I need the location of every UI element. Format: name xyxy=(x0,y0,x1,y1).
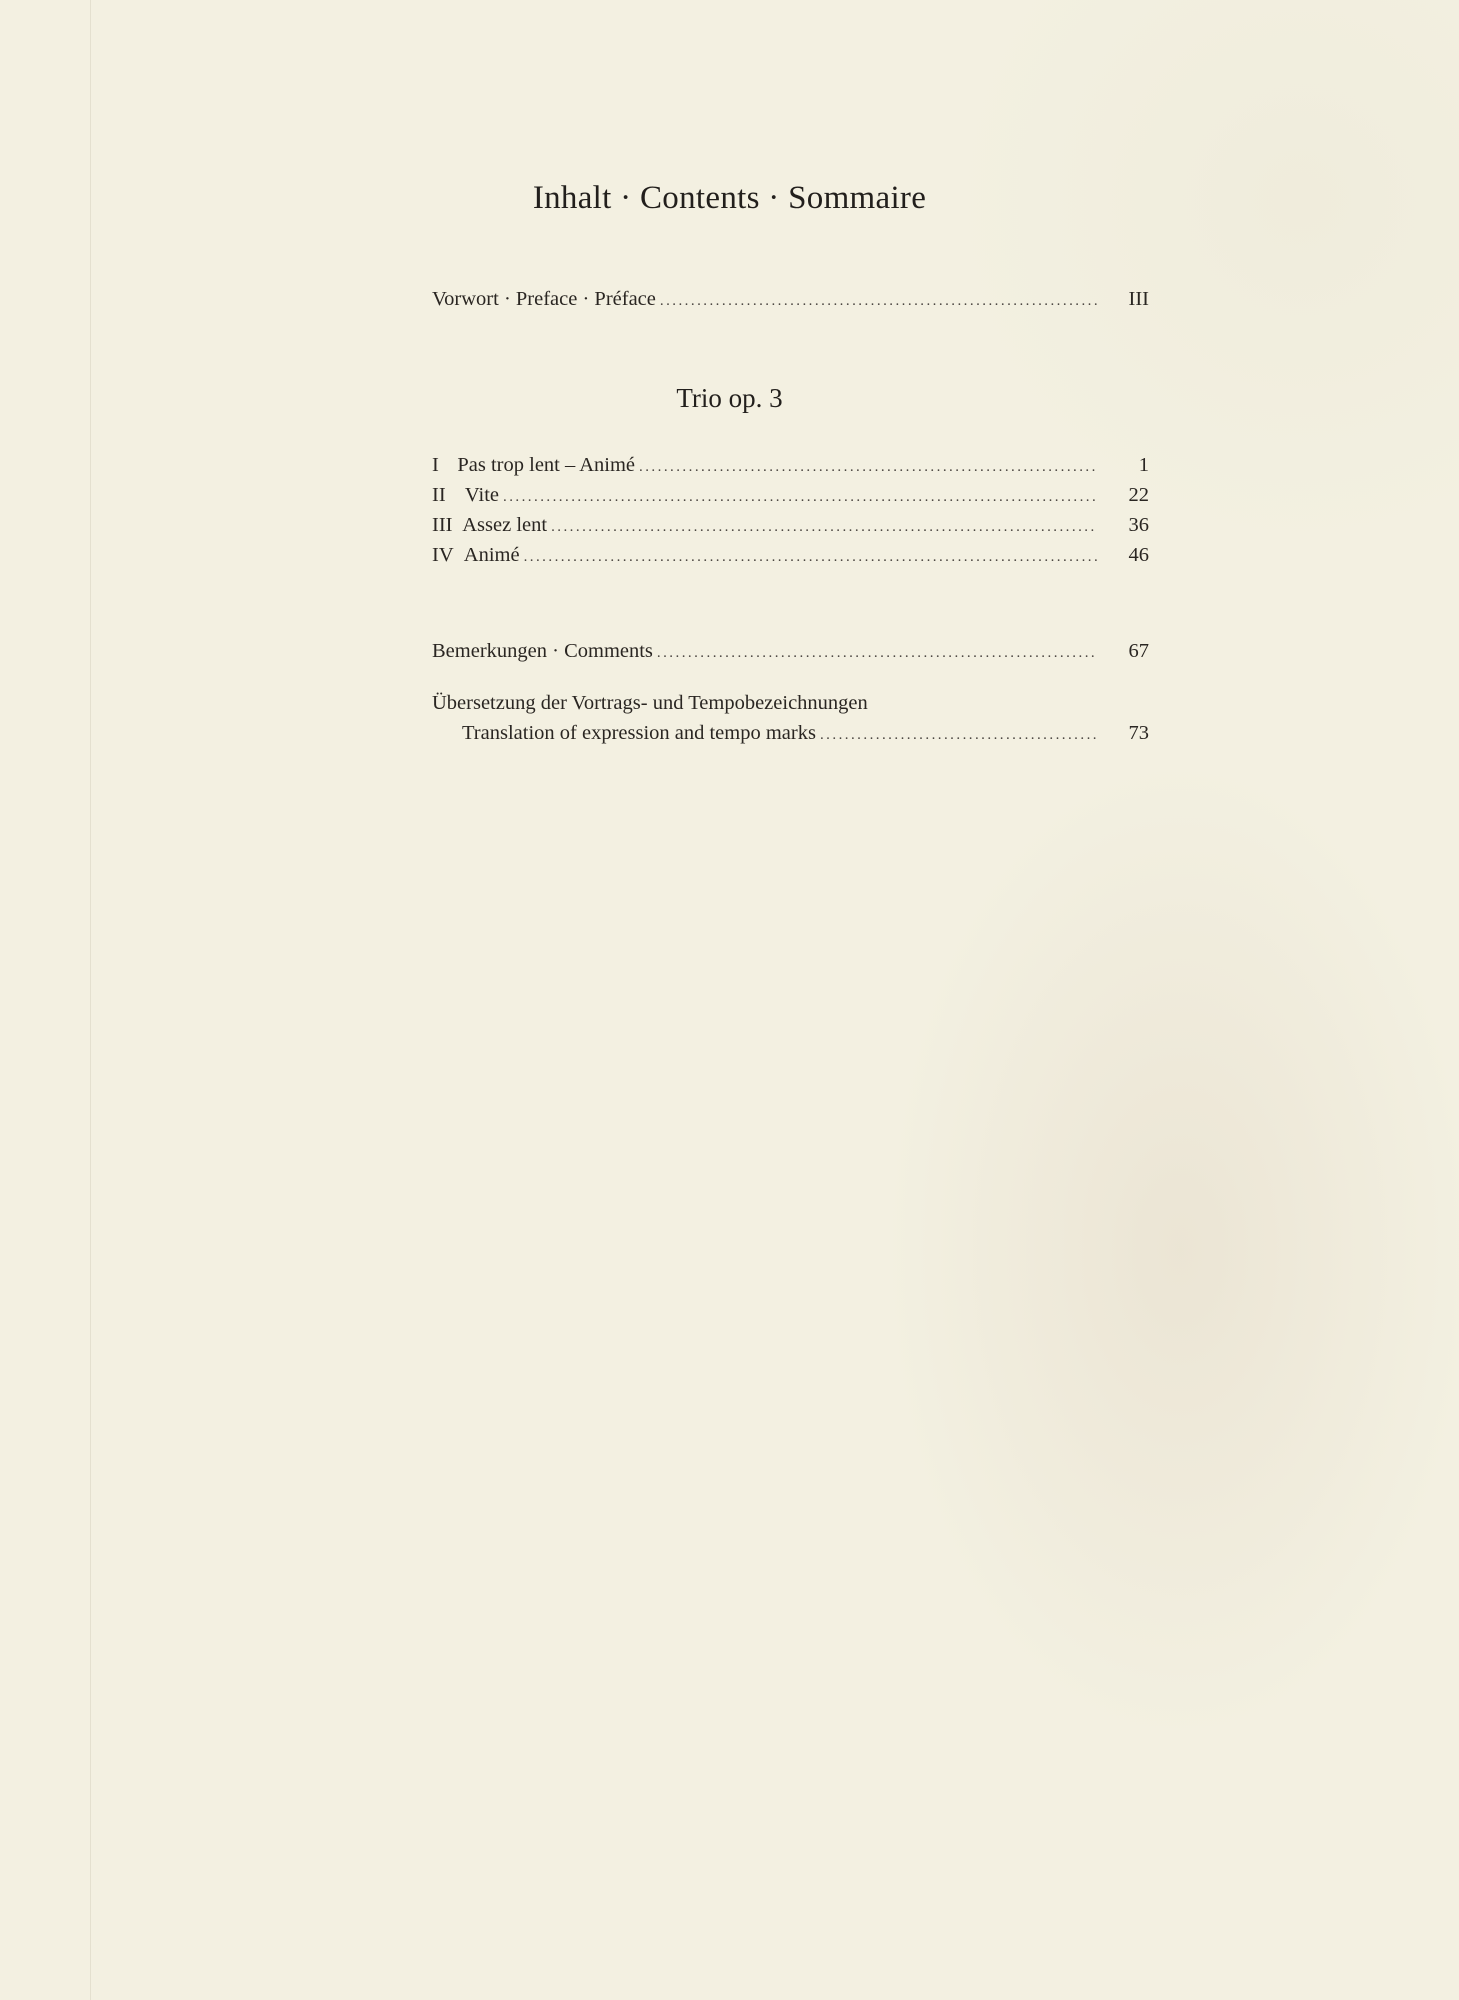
toc-entry-movement-4[interactable] xyxy=(432,544,1149,574)
toc-entry-page: 1 xyxy=(1138,454,1149,476)
toc-entry-label: Animé xyxy=(463,544,520,566)
movement-numeral: II xyxy=(432,484,446,506)
dot-leader xyxy=(639,459,1097,476)
page-title: Inhalt · Contents · Sommaire xyxy=(532,180,927,216)
movement-numeral: III xyxy=(432,514,453,536)
toc-entry-comments[interactable] xyxy=(432,640,1149,670)
toc-entry-movement-3[interactable] xyxy=(432,514,1149,544)
toc-entry-label: Pas trop lent – Animé xyxy=(457,454,636,476)
toc-movements xyxy=(432,454,1149,574)
dot-leader xyxy=(657,645,1097,662)
toc-entry-page: III xyxy=(1128,288,1149,310)
toc-entry-page: 67 xyxy=(1128,640,1149,662)
toc-entry-page: 22 xyxy=(1128,484,1149,506)
dot-leader xyxy=(820,727,1097,744)
toc-entry-page: 36 xyxy=(1128,514,1149,536)
dot-leader xyxy=(503,489,1097,506)
toc-entry-label: Vorwort · Preface · Préface xyxy=(432,288,656,310)
toc-comments xyxy=(432,640,1149,670)
toc-entry-movement-1[interactable] xyxy=(432,454,1149,484)
toc-entry-label: Vite xyxy=(464,484,499,506)
page-edge xyxy=(90,0,91,2000)
toc-entry-movement-2[interactable] xyxy=(432,484,1149,514)
dot-leader xyxy=(524,549,1097,566)
dot-leader xyxy=(660,293,1097,310)
toc-entry-page: 46 xyxy=(1128,544,1149,566)
section-heading: Trio op. 3 xyxy=(676,383,783,413)
toc-translation xyxy=(432,692,1149,752)
toc-entry-label: Translation of expression and tempo marks xyxy=(462,722,816,744)
toc-entry-label: Assez lent xyxy=(462,514,548,536)
toc-entry-label: Bemerkungen · Comments xyxy=(432,640,653,662)
toc-entry-preface[interactable] xyxy=(432,288,1149,318)
toc-entry-translation[interactable] xyxy=(432,722,1149,752)
movement-numeral: IV xyxy=(432,544,454,566)
toc-entry-translation-line1: Übersetzung der Vortrags- und Tempobezeichnungen xyxy=(432,692,868,714)
dot-leader xyxy=(551,519,1097,536)
movement-numeral: I xyxy=(432,454,439,476)
toc-entry-page: 73 xyxy=(1128,722,1149,744)
toc-preface xyxy=(432,288,1149,318)
